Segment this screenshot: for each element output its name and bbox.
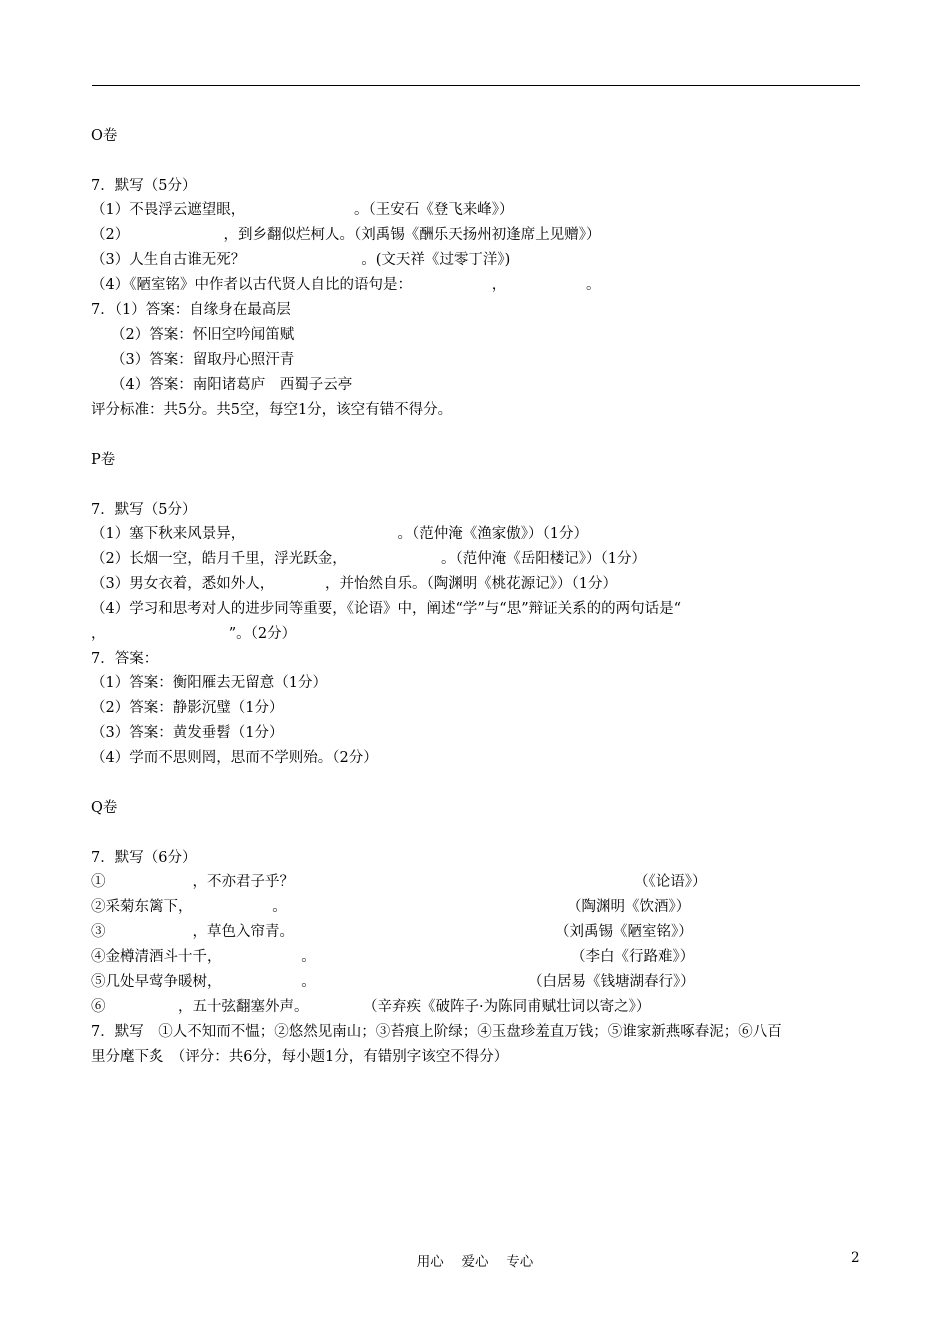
section-p-answer-title: 7．答案：	[91, 651, 159, 667]
section-q-item-6: ⑥ ，五十弦翻塞外声。	[91, 999, 309, 1015]
section-q-item-4: ④金樽清酒斗十千， 。	[91, 949, 316, 965]
section-p-question-4: （4）学习和思考对人的进步同等重要，《论语》中，阐述“学”与“思”辩证关系的的两句话是“	[91, 601, 682, 617]
header-rule	[92, 85, 860, 86]
section-p-question-title: 7．默写（5分）	[91, 502, 197, 518]
section-q-header: Q卷	[91, 800, 118, 816]
section-q-item-6-source: （辛弃疾《破阵子·为陈同甫赋壮词以寄之》）	[363, 999, 651, 1015]
section-o-question-title: 7．默写（5分）	[91, 178, 197, 194]
section-q-answer-line-2: 里分麾下炙 （评分：共6分，每小题1分，有错别字该空不得分）	[91, 1049, 509, 1065]
section-p-answer-4: （4）学而不思则罔，思而不学则殆。（2分）	[91, 750, 378, 766]
section-o-answer-3: （3）答案：留取丹心照汗青	[111, 352, 295, 368]
section-p-question-3: （3）男女衣着，悉如外人， ，并怡然自乐。（陶渊明《桃花源记》）（1分）	[91, 576, 617, 592]
section-o-answer-1: 7．（1）答案：自缘身在最高层	[91, 302, 291, 318]
section-p-answer-2: （2）答案：静影沉璧（1分）	[91, 700, 284, 716]
section-q-item-5: ⑤几处早莺争暖树， 。	[91, 974, 316, 990]
section-q-item-1: ① ，不亦君子乎？	[91, 874, 294, 890]
section-o-answer-2: （2）答案：怀旧空吟闻笛赋	[111, 327, 295, 343]
section-q-item-3: ③ ，草色入帘青。	[91, 924, 294, 940]
page-number: 2	[851, 1250, 860, 1266]
section-p-answer-1: （1）答案：衡阳雁去无留意（1分）	[91, 675, 327, 691]
section-o-header: O卷	[91, 128, 118, 144]
section-p-answer-3: （3）答案：黄发垂髫（1分）	[91, 725, 284, 741]
section-q-item-5-source: （白居易《钱塘湖春行》）	[528, 974, 695, 990]
section-q-item-1-source: （《论语》）	[634, 874, 707, 890]
section-p-question-1: （1）塞下秋来风景异， 。（范仲淹《渔家傲》）（1分）	[91, 526, 588, 542]
section-q-item-2-source: （陶渊明《饮酒》）	[567, 899, 691, 915]
section-q-answer-line-1: 7．默写 ①人不知而不愠；②悠然见南山；③苔痕上阶绿；④玉盘珍羞直万钱；⑤谁家新燕啄春泥；⑥八百	[91, 1024, 782, 1040]
section-o-question-3: （3）人生自古谁无死？ 。(文天祥《过零丁洋》)	[91, 252, 511, 268]
section-o-answer-4: （4）答案：南阳诸葛庐 西蜀子云亭	[111, 377, 353, 393]
section-q-item-4-source: （李白《行路难》）	[571, 949, 695, 965]
section-o-question-4: （4）《陋室铭》中作者以古代贤人自比的语句是： ， 。	[91, 277, 601, 293]
section-q-item-2: ②采菊东篱下， 。	[91, 899, 287, 915]
section-q-item-3-source: （刘禹锡《陋室铭》）	[555, 924, 693, 940]
section-q-question-title: 7．默写（6分）	[91, 850, 197, 866]
section-o-question-1: （1）不畏浮云遮望眼， 。（王安石《登飞来峰》）	[91, 202, 514, 218]
section-o-question-2: （2） ，到乡翻似烂柯人。（刘禹锡《酬乐天扬州初逢席上见赠》）	[91, 227, 601, 243]
section-p-header: P卷	[91, 452, 116, 468]
page-footer: 用心 爱心 专心	[416, 1254, 534, 1270]
section-p-question-4-continued: ， ”。（2分）	[91, 626, 297, 642]
section-p-question-2: （2）长烟一空，皓月千里，浮光跃金， 。（范仲淹《岳阳楼记》）（1分）	[91, 551, 646, 567]
section-o-scoring: 评分标准：共5分。共5空，每空1分，该空有错不得分。	[91, 402, 453, 418]
